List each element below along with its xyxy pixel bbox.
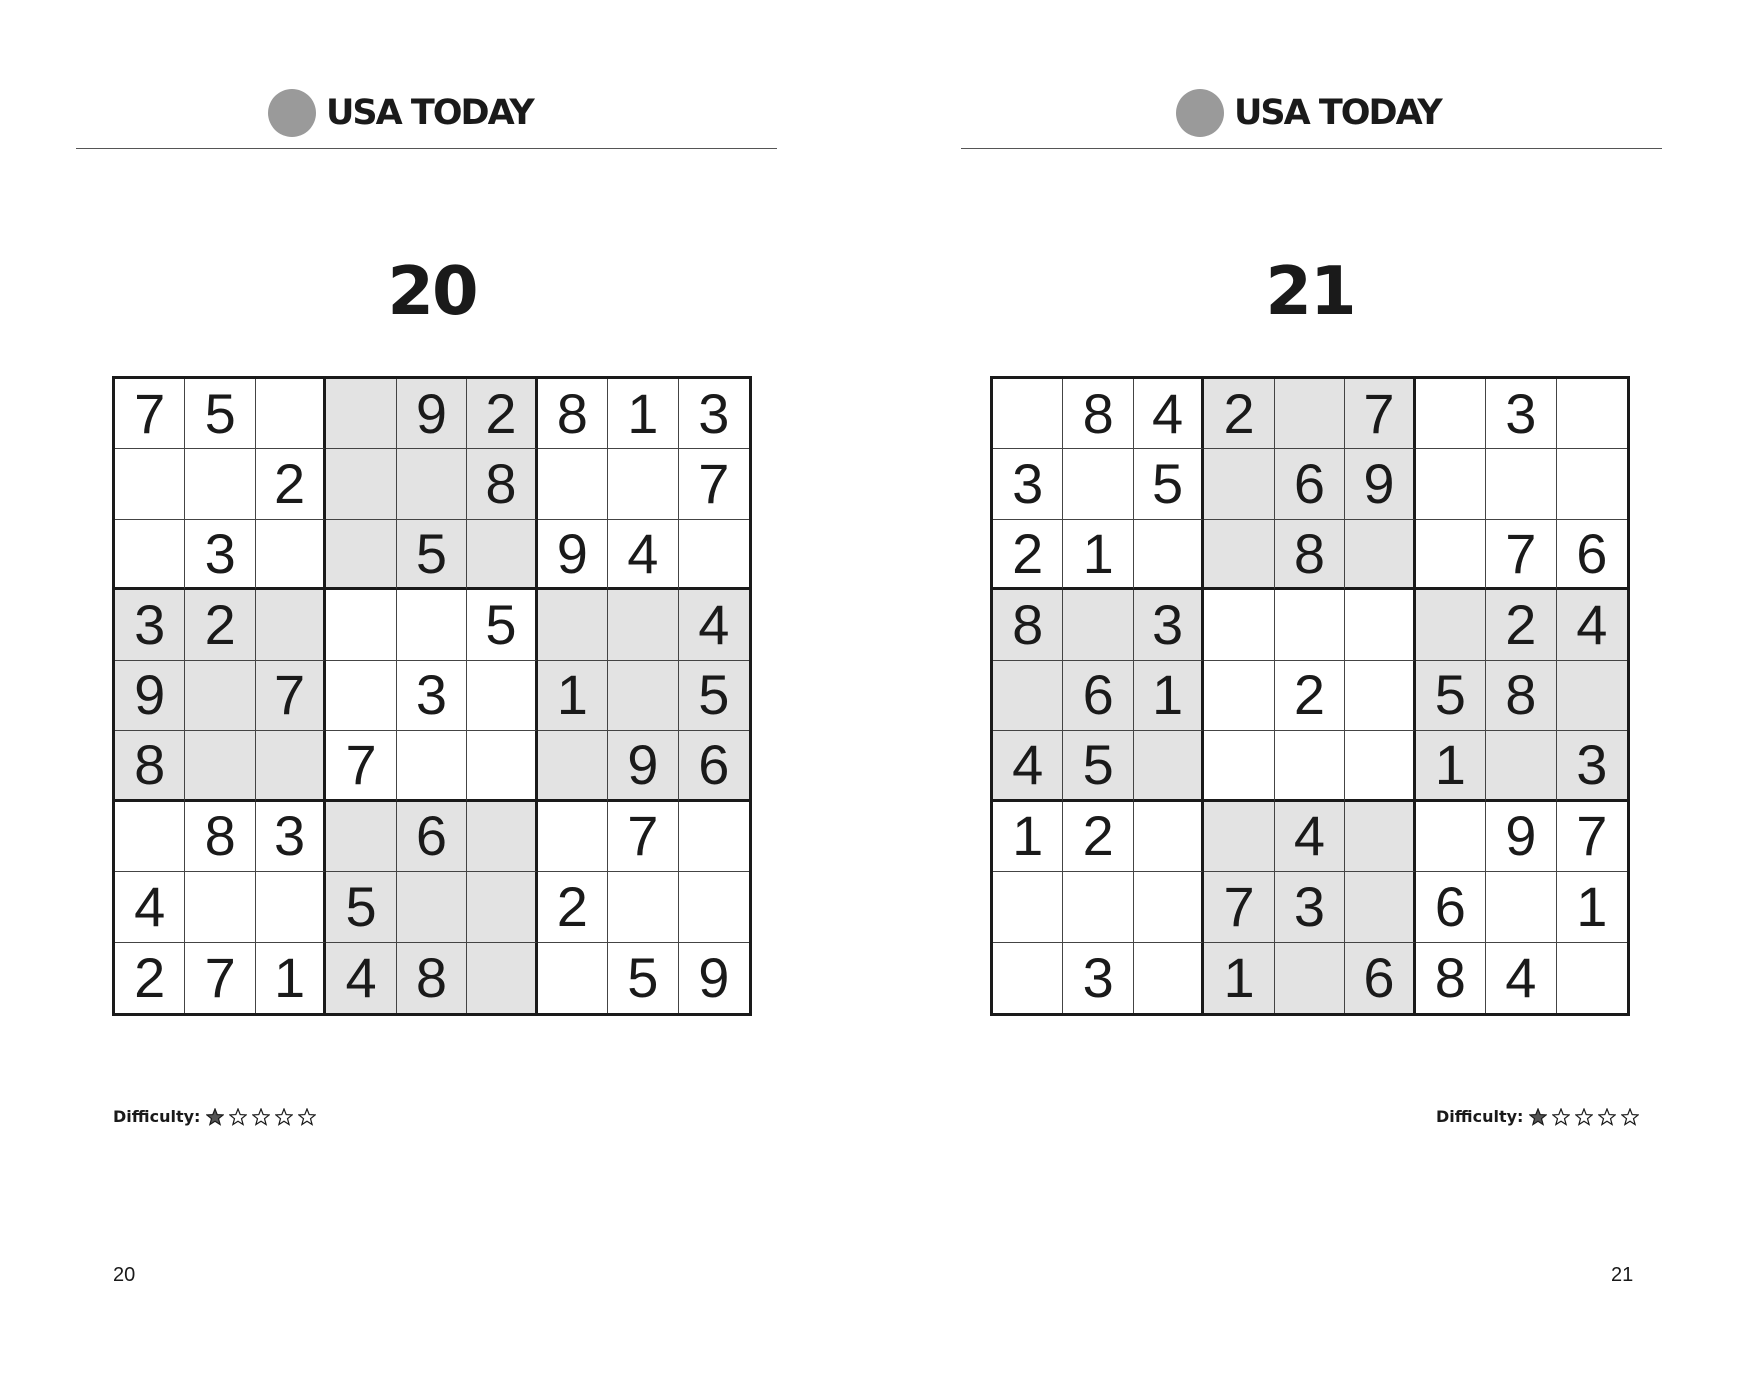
sudoku-cell: 4 <box>1486 943 1556 1013</box>
sudoku-cell <box>1204 731 1274 801</box>
sudoku-cell: 2 <box>256 449 326 519</box>
header-rule <box>961 148 1662 149</box>
sudoku-cell: 2 <box>185 590 255 660</box>
sudoku-cell <box>256 520 326 590</box>
brand-dot-icon <box>1176 89 1224 137</box>
masthead <box>268 86 533 140</box>
sudoku-cell: 9 <box>538 520 608 590</box>
sudoku-cell <box>538 449 608 519</box>
sudoku-cell <box>256 379 326 449</box>
star-filled-icon <box>206 1108 224 1126</box>
sudoku-cell <box>538 731 608 801</box>
sudoku-cell <box>467 520 537 590</box>
puzzle-number: 20 <box>387 252 477 330</box>
sudoku-cell <box>467 731 537 801</box>
sudoku-cell <box>1345 590 1415 660</box>
sudoku-cell: 1 <box>1416 731 1486 801</box>
difficulty-label: Difficulty: <box>1436 1107 1524 1126</box>
sudoku-cell: 9 <box>115 661 185 731</box>
sudoku-cell: 8 <box>538 379 608 449</box>
sudoku-cell <box>397 731 467 801</box>
sudoku-cell <box>256 872 326 942</box>
sudoku-cell <box>397 590 467 660</box>
sudoku-cell <box>993 943 1063 1013</box>
sudoku-cell <box>115 449 185 519</box>
sudoku-cell: 1 <box>1557 872 1627 942</box>
sudoku-cell <box>1486 731 1556 801</box>
sudoku-cell <box>538 590 608 660</box>
sudoku-cell <box>185 449 255 519</box>
sudoku-cell: 7 <box>185 943 255 1013</box>
sudoku-cell: 3 <box>115 590 185 660</box>
sudoku-cell: 9 <box>397 379 467 449</box>
sudoku-cell <box>326 590 396 660</box>
sudoku-cell: 5 <box>1134 449 1204 519</box>
sudoku-cell <box>326 449 396 519</box>
star-empty-icon <box>1598 1108 1616 1126</box>
sudoku-cell <box>1345 731 1415 801</box>
sudoku-cell: 5 <box>1416 661 1486 731</box>
sudoku-cell: 4 <box>1134 379 1204 449</box>
sudoku-cell: 8 <box>467 449 537 519</box>
sudoku-cell: 9 <box>1486 802 1556 872</box>
right-page <box>873 0 1746 1396</box>
sudoku-cell <box>1134 731 1204 801</box>
sudoku-cell: 5 <box>185 379 255 449</box>
sudoku-cell: 6 <box>1416 872 1486 942</box>
sudoku-cell: 2 <box>467 379 537 449</box>
sudoku-cell: 6 <box>679 731 749 801</box>
sudoku-cell: 2 <box>115 943 185 1013</box>
sudoku-cell: 4 <box>1557 590 1627 660</box>
sudoku-cell: 1 <box>538 661 608 731</box>
difficulty-stars <box>206 1108 321 1126</box>
sudoku-cell <box>1063 449 1133 519</box>
sudoku-cell: 8 <box>397 943 467 1013</box>
sudoku-cell <box>1275 590 1345 660</box>
sudoku-cell: 8 <box>185 802 255 872</box>
sudoku-cell <box>1204 520 1274 590</box>
sudoku-cell <box>1134 943 1204 1013</box>
sudoku-cell <box>1557 449 1627 519</box>
sudoku-grid <box>990 376 1630 1016</box>
star-empty-icon <box>1575 1108 1593 1126</box>
sudoku-cell <box>397 449 467 519</box>
sudoku-cell: 8 <box>115 731 185 801</box>
sudoku-cell: 7 <box>1486 520 1556 590</box>
star-filled-icon <box>1529 1108 1547 1126</box>
sudoku-cell <box>185 661 255 731</box>
sudoku-cell: 4 <box>679 590 749 660</box>
sudoku-cell: 2 <box>1486 590 1556 660</box>
sudoku-cell <box>1345 802 1415 872</box>
sudoku-cell: 3 <box>1275 872 1345 942</box>
sudoku-cell: 9 <box>608 731 678 801</box>
sudoku-cell <box>538 802 608 872</box>
sudoku-cell: 7 <box>115 379 185 449</box>
sudoku-cell <box>256 590 326 660</box>
sudoku-cell: 1 <box>1063 520 1133 590</box>
sudoku-cell <box>1063 872 1133 942</box>
sudoku-cell <box>1345 872 1415 942</box>
sudoku-cell <box>115 520 185 590</box>
sudoku-cell <box>679 802 749 872</box>
sudoku-cell: 2 <box>538 872 608 942</box>
sudoku-cell <box>326 520 396 590</box>
sudoku-cell: 8 <box>1416 943 1486 1013</box>
sudoku-cell: 4 <box>993 731 1063 801</box>
sudoku-cell <box>467 943 537 1013</box>
sudoku-cell <box>326 379 396 449</box>
sudoku-cell <box>993 379 1063 449</box>
sudoku-cell: 4 <box>1275 802 1345 872</box>
sudoku-cell <box>1134 520 1204 590</box>
sudoku-cell: 2 <box>1204 379 1274 449</box>
sudoku-cell: 6 <box>1345 943 1415 1013</box>
sudoku-cell: 6 <box>1063 661 1133 731</box>
sudoku-cell <box>467 661 537 731</box>
sudoku-cell: 3 <box>1486 379 1556 449</box>
sudoku-cell <box>256 731 326 801</box>
sudoku-cell <box>1416 520 1486 590</box>
sudoku-cell: 5 <box>1063 731 1133 801</box>
masthead <box>1176 86 1441 140</box>
star-empty-icon <box>1552 1108 1570 1126</box>
sudoku-cell <box>185 731 255 801</box>
sudoku-cell: 3 <box>1134 590 1204 660</box>
sudoku-cell: 8 <box>1486 661 1556 731</box>
sudoku-cell: 6 <box>397 802 467 872</box>
header-rule <box>76 148 777 149</box>
sudoku-cell: 3 <box>397 661 467 731</box>
sudoku-cell <box>115 802 185 872</box>
difficulty-label: Difficulty: <box>113 1107 201 1126</box>
sudoku-cell: 5 <box>326 872 396 942</box>
sudoku-cell: 8 <box>993 590 1063 660</box>
sudoku-cell: 2 <box>993 520 1063 590</box>
sudoku-cell: 5 <box>679 661 749 731</box>
sudoku-cell <box>1204 802 1274 872</box>
sudoku-cell: 3 <box>993 449 1063 519</box>
sudoku-cell <box>1557 379 1627 449</box>
sudoku-cell <box>993 661 1063 731</box>
sudoku-cell: 3 <box>1557 731 1627 801</box>
sudoku-cell: 6 <box>1557 520 1627 590</box>
sudoku-cell <box>326 802 396 872</box>
sudoku-cell <box>185 872 255 942</box>
sudoku-cell <box>326 661 396 731</box>
sudoku-cell <box>1275 731 1345 801</box>
sudoku-cell <box>608 661 678 731</box>
page-number: 20 <box>113 1264 136 1286</box>
sudoku-cell: 7 <box>1557 802 1627 872</box>
sudoku-cell: 4 <box>608 520 678 590</box>
page-number: 21 <box>1611 1264 1634 1286</box>
sudoku-cell: 7 <box>1204 872 1274 942</box>
sudoku-cell: 1 <box>993 802 1063 872</box>
sudoku-cell <box>467 872 537 942</box>
sudoku-cell: 6 <box>1275 449 1345 519</box>
sudoku-cell <box>1134 872 1204 942</box>
sudoku-cell <box>1486 449 1556 519</box>
sudoku-cell: 3 <box>185 520 255 590</box>
sudoku-cell: 7 <box>326 731 396 801</box>
sudoku-cell <box>679 872 749 942</box>
difficulty-rating <box>113 1107 321 1126</box>
sudoku-cell: 7 <box>256 661 326 731</box>
sudoku-cell: 5 <box>467 590 537 660</box>
sudoku-cell: 1 <box>1134 661 1204 731</box>
difficulty-rating <box>1436 1107 1644 1126</box>
sudoku-cell <box>1416 449 1486 519</box>
sudoku-cell: 8 <box>1275 520 1345 590</box>
sudoku-cell: 1 <box>608 379 678 449</box>
sudoku-cell <box>467 802 537 872</box>
sudoku-cell <box>1063 590 1133 660</box>
sudoku-cell: 5 <box>397 520 467 590</box>
star-empty-icon <box>229 1108 247 1126</box>
sudoku-cell: 7 <box>679 449 749 519</box>
sudoku-cell <box>1345 661 1415 731</box>
sudoku-cell <box>1134 802 1204 872</box>
sudoku-cell: 3 <box>256 802 326 872</box>
sudoku-grid <box>112 376 752 1016</box>
star-empty-icon <box>275 1108 293 1126</box>
sudoku-cell <box>1345 520 1415 590</box>
sudoku-cell <box>1204 590 1274 660</box>
sudoku-cell <box>1204 449 1274 519</box>
sudoku-cell <box>1416 379 1486 449</box>
difficulty-stars <box>1529 1108 1644 1126</box>
sudoku-cell <box>538 943 608 1013</box>
sudoku-cell <box>1486 872 1556 942</box>
sudoku-cell <box>1557 943 1627 1013</box>
brand-name: USA TODAY <box>1234 92 1441 133</box>
sudoku-cell: 3 <box>1063 943 1133 1013</box>
sudoku-cell: 5 <box>608 943 678 1013</box>
star-empty-icon <box>252 1108 270 1126</box>
sudoku-cell: 9 <box>698 945 730 1009</box>
sudoku-cell <box>1416 590 1486 660</box>
sudoku-cell <box>679 520 749 590</box>
star-empty-icon <box>298 1108 316 1126</box>
sudoku-cell: 1 <box>256 943 326 1013</box>
sudoku-cell <box>993 872 1063 942</box>
sudoku-cell: 3 <box>679 379 749 449</box>
brand-name: USA TODAY <box>326 92 533 133</box>
sudoku-cell <box>397 872 467 942</box>
sudoku-cell <box>1416 802 1486 872</box>
puzzle-number: 21 <box>1265 252 1355 330</box>
brand-dot-icon <box>268 89 316 137</box>
sudoku-cell: 1 <box>1204 943 1274 1013</box>
sudoku-cell <box>1275 379 1345 449</box>
sudoku-cell <box>1204 661 1274 731</box>
sudoku-cell: 7 <box>1345 379 1415 449</box>
sudoku-cell <box>608 449 678 519</box>
sudoku-cell: 7 <box>608 802 678 872</box>
sudoku-cell: 2 <box>1063 802 1133 872</box>
sudoku-cell: 8 <box>1063 379 1133 449</box>
sudoku-cell: 9 <box>1345 449 1415 519</box>
sudoku-cell <box>608 590 678 660</box>
sudoku-cell <box>1557 661 1627 731</box>
sudoku-cell <box>608 872 678 942</box>
sudoku-cell <box>1275 943 1345 1013</box>
star-empty-icon <box>1621 1108 1639 1126</box>
sudoku-cell: 4 <box>326 943 396 1013</box>
sudoku-cell: 2 <box>1275 661 1345 731</box>
sudoku-cell: 4 <box>115 872 185 942</box>
